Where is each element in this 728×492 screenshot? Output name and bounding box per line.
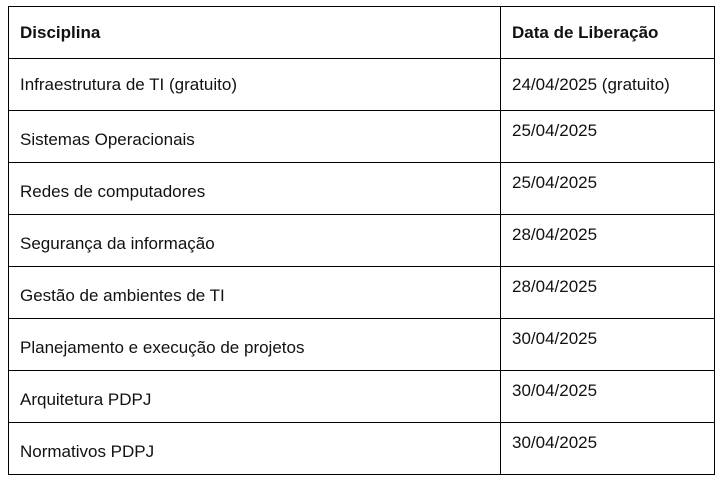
subject-cell: Normativos PDPJ — [9, 423, 501, 475]
table-row — [9, 371, 715, 423]
header-release-date: Data de Liberação — [501, 7, 715, 59]
header-discipline: Disciplina — [9, 7, 501, 59]
release-date-cell: 30/04/2025 — [501, 423, 715, 475]
table-row — [9, 111, 715, 163]
release-schedule-table — [8, 6, 715, 475]
subject-cell: Sistemas Operacionais — [9, 111, 501, 163]
table-row — [9, 215, 715, 267]
subject-cell: Segurança da informação — [9, 215, 501, 267]
table-header-row — [9, 7, 715, 59]
subject-cell: Redes de computadores — [9, 163, 501, 215]
release-date-cell: 24/04/2025 (gratuito) — [501, 59, 715, 111]
table-row — [9, 319, 715, 371]
release-date-cell: 25/04/2025 — [501, 163, 715, 215]
table-row — [9, 267, 715, 319]
release-date-cell: 25/04/2025 — [501, 111, 715, 163]
release-date-cell: 30/04/2025 — [501, 371, 715, 423]
release-date-cell: 30/04/2025 — [501, 319, 715, 371]
subject-cell: Infraestrutura de TI (gratuito) — [9, 59, 501, 111]
table-row — [9, 163, 715, 215]
subject-cell: Gestão de ambientes de TI — [9, 267, 501, 319]
table-row — [9, 59, 715, 111]
release-date-cell: 28/04/2025 — [501, 267, 715, 319]
table-row — [9, 423, 715, 475]
subject-cell: Arquitetura PDPJ — [9, 371, 501, 423]
release-date-cell: 28/04/2025 — [501, 215, 715, 267]
subject-cell: Planejamento e execução de projetos — [9, 319, 501, 371]
